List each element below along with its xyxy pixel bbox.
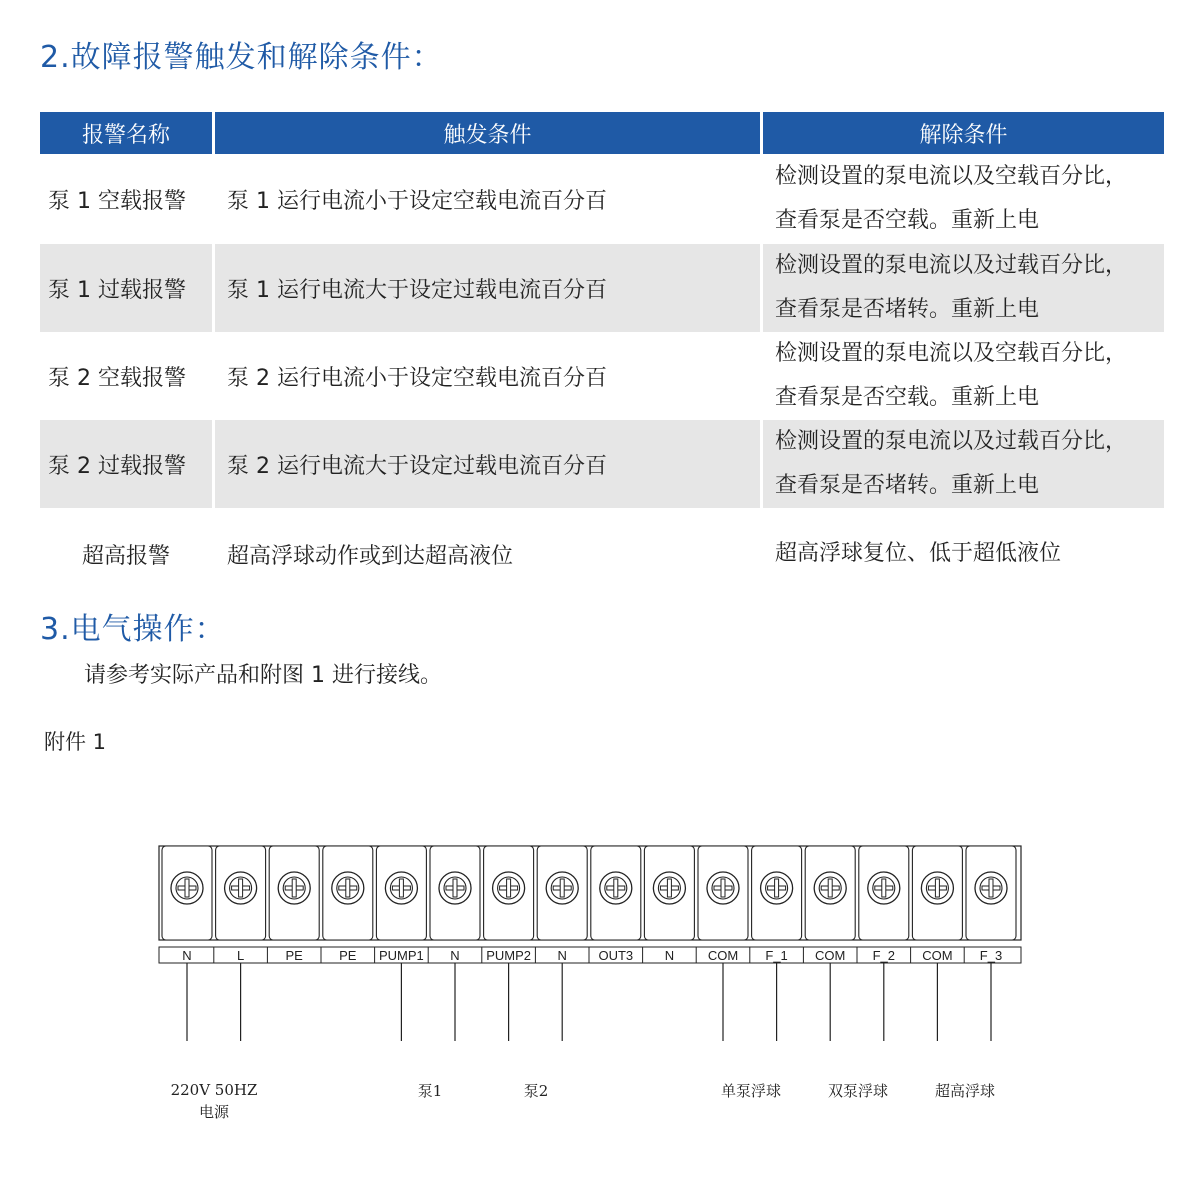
wiring-instruction: 请参考实际产品和附图 1 进行接线。 <box>84 663 442 688</box>
terminal-wiring-diagram <box>0 830 1200 1140</box>
terminal-label: PUMP1 <box>379 948 424 963</box>
release-line-1: 检测设置的泵电流以及过载百分比， <box>775 429 1128 454</box>
section-title-electrical: 3.电气操作： <box>40 612 226 647</box>
terminal-label: N <box>664 948 675 963</box>
release-line-1: 检测设置的泵电流以及空载百分比， <box>775 341 1128 366</box>
screw-slot-vertical <box>453 879 457 897</box>
trigger-condition: 泵 2 运行电流小于设定空载电流百分百 <box>215 332 763 420</box>
terminal-label: PE <box>339 948 357 963</box>
caption-power: 电源 <box>198 1103 230 1121</box>
release-line-2: 查看泵是否堵转。重新上电 <box>775 297 1040 322</box>
screw-slot-vertical <box>346 879 350 897</box>
caption-pump2: 泵2 <box>523 1082 549 1100</box>
release-condition <box>763 508 1164 600</box>
terminal-label: F_2 <box>872 948 896 963</box>
terminal-label: N <box>182 948 192 963</box>
release-line-2: 查看泵是否空载。重新上电 <box>775 208 1040 233</box>
terminal-13 <box>805 846 855 940</box>
alarm-conditions-table <box>40 112 1164 600</box>
trigger-condition: 泵 2 运行电流大于设定过载电流百分百 <box>215 420 763 508</box>
caption-dual-float: 双泵浮球 <box>827 1082 889 1100</box>
release-line-2: 查看泵是否堵转。重新上电 <box>775 473 1040 498</box>
screw-slot-vertical <box>507 879 511 897</box>
caption-high-float: 超高浮球 <box>934 1082 996 1100</box>
release-condition <box>763 332 1164 420</box>
screw-slot-vertical <box>935 879 939 897</box>
release-line-2: 查看泵是否空载。重新上电 <box>775 385 1040 410</box>
release-line-1: 超高浮球复位、低于超低液位 <box>775 541 1062 566</box>
table-row <box>40 420 1164 508</box>
terminal-label: F_1 <box>765 948 788 963</box>
attachment-label: 附件 1 <box>44 730 107 754</box>
terminal-6 <box>430 846 480 940</box>
screw-slot-vertical <box>775 879 779 897</box>
trigger-condition: 泵 1 运行电流小于设定空载电流百分百 <box>215 154 763 244</box>
header-trigger: 触发条件 <box>215 112 763 154</box>
table-row <box>40 154 1164 244</box>
table-row <box>40 508 1164 600</box>
terminal-label: PE <box>285 948 303 963</box>
terminal-label: N <box>450 948 460 963</box>
screw-slot-vertical <box>292 879 296 897</box>
caption-power-voltage: 220V 50HZ <box>170 1081 258 1099</box>
terminal-5 <box>376 846 426 940</box>
screw-slot-vertical <box>399 879 403 897</box>
screw-slot-vertical <box>614 879 618 897</box>
terminal-8 <box>537 846 587 940</box>
terminal-label: N <box>557 948 567 963</box>
screw-slot-vertical <box>721 879 725 897</box>
trigger-condition: 超高浮球动作或到达超高液位 <box>215 508 763 600</box>
release-line-1: 检测设置的泵电流以及空载百分比， <box>775 164 1128 189</box>
terminal-9 <box>591 846 641 940</box>
header-alarm-name: 报警名称 <box>40 112 215 154</box>
screw-slot-vertical <box>882 879 886 897</box>
release-condition <box>763 154 1164 244</box>
terminal-4 <box>323 846 373 940</box>
caption-single-float: 单泵浮球 <box>720 1082 782 1100</box>
terminal-label: COM <box>922 948 953 963</box>
alarm-name: 泵 2 空载报警 <box>40 332 215 420</box>
caption-pump1: 泵1 <box>417 1082 443 1100</box>
alarm-name: 泵 2 过载报警 <box>40 420 215 508</box>
screw-slot-vertical <box>239 879 243 897</box>
terminal-14 <box>859 846 909 940</box>
terminal-10 <box>644 846 694 940</box>
release-condition <box>763 420 1164 508</box>
trigger-condition: 泵 1 运行电流大于设定过载电流百分百 <box>215 244 763 332</box>
release-line-1: 检测设置的泵电流以及过载百分比， <box>775 253 1128 278</box>
table-header-row <box>40 112 1164 154</box>
terminal-2 <box>216 846 266 940</box>
alarm-name: 超高报警 <box>40 508 215 600</box>
screw-slot-vertical <box>989 879 993 897</box>
terminal-label: COM <box>815 948 846 963</box>
screw-slot-vertical <box>828 879 832 897</box>
table-row <box>40 332 1164 420</box>
section-title-alarm: 2.故障报警触发和解除条件： <box>40 40 443 75</box>
terminal-11 <box>698 846 748 940</box>
terminal-label: L <box>236 948 245 963</box>
terminal-16 <box>966 846 1016 940</box>
terminal-1 <box>162 846 212 940</box>
terminal-label: F_3 <box>979 948 1003 963</box>
terminal-label: PUMP2 <box>486 948 531 963</box>
terminal-12 <box>752 846 802 940</box>
terminal-15 <box>912 846 962 940</box>
screw-slot-vertical <box>185 879 189 897</box>
screw-slot-vertical <box>560 879 564 897</box>
header-release: 解除条件 <box>763 112 1164 154</box>
terminal-7 <box>484 846 534 940</box>
release-condition <box>763 244 1164 332</box>
table-row <box>40 244 1164 332</box>
screw-slot-vertical <box>667 879 671 897</box>
wires <box>187 963 991 1041</box>
alarm-name: 泵 1 过载报警 <box>40 244 215 332</box>
terminal-label: COM <box>707 948 739 963</box>
terminal-label: OUT3 <box>598 948 634 963</box>
terminal-3 <box>269 846 319 940</box>
alarm-name: 泵 1 空载报警 <box>40 154 215 244</box>
